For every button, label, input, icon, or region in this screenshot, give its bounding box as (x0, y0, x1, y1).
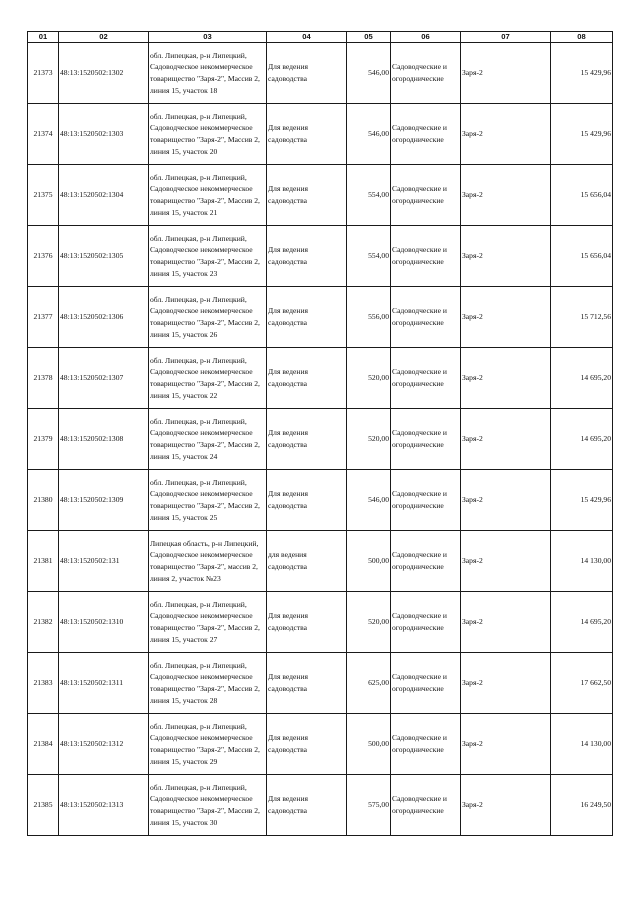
purpose-cell: для ведения садоводства (267, 531, 347, 592)
purpose-cell: Для ведения садоводства (267, 104, 347, 165)
cadastral-value-cell: 15 429,96 (551, 104, 613, 165)
category-cell: Садоводческие и огороднические (391, 165, 461, 226)
cadastral-value-cell: 14 130,00 (551, 531, 613, 592)
area-cell: 546,00 (347, 104, 391, 165)
table-header (28, 32, 613, 43)
table-row (28, 653, 613, 714)
row-number-cell: 21373 (28, 43, 59, 104)
settlement-name-cell: Заря-2 (461, 104, 551, 165)
cadastral-value-cell: 15 429,96 (551, 43, 613, 104)
table-row (28, 409, 613, 470)
category-cell: Садоводческие и огороднические (391, 43, 461, 104)
header-row (28, 32, 613, 43)
purpose-cell: Для ведения садоводства (267, 592, 347, 653)
cadastral-number-cell: 48:13:1520502:1313 (59, 775, 149, 836)
purpose-cell: Для ведения садоводства (267, 226, 347, 287)
area-cell: 520,00 (347, 348, 391, 409)
settlement-name-cell: Заря-2 (461, 470, 551, 531)
purpose-cell: Для ведения садоводства (267, 653, 347, 714)
purpose-cell: Для ведения садоводства (267, 470, 347, 531)
row-number-cell: 21383 (28, 653, 59, 714)
table-row (28, 165, 613, 226)
column-header-01: 01 (28, 32, 59, 43)
settlement-name-cell: Заря-2 (461, 592, 551, 653)
address-cell: обл. Липецкая, р-н Липецкий, Садоводческое некоммерческое товарищество "Заря-2", Массив 2, линия 15, участок 21 (149, 165, 267, 226)
settlement-name-cell: Заря-2 (461, 409, 551, 470)
cadastral-value-cell: 15 429,96 (551, 470, 613, 531)
address-cell: обл. Липецкая, р-н Липецкий, Садоводческое некоммерческое товарищество "Заря-2", Массив 2, линия 15, участок 23 (149, 226, 267, 287)
area-cell: 500,00 (347, 714, 391, 775)
address-cell: Липецкая область, р-н Липецкий, Садоводческое некоммерческое товарищество "Заря-2", массив 2, линия 2, участок №23 (149, 531, 267, 592)
column-header-05: 05 (347, 32, 391, 43)
cadastral-value-cell: 14 695,20 (551, 409, 613, 470)
address-cell: обл. Липецкая, р-н Липецкий, Садоводческое некоммерческое товарищество "Заря-2", Массив 2, линия 15, участок 27 (149, 592, 267, 653)
row-number-cell: 21384 (28, 714, 59, 775)
cadastral-number-cell: 48:13:1520502:1302 (59, 43, 149, 104)
cadastral-number-cell: 48:13:1520502:1307 (59, 348, 149, 409)
settlement-name-cell: Заря-2 (461, 653, 551, 714)
cadastral-number-cell: 48:13:1520502:1310 (59, 592, 149, 653)
address-cell: обл. Липецкая, р-н Липецкий, Садоводческое некоммерческое товарищество "Заря-2", Массив 2, линия 15, участок 18 (149, 43, 267, 104)
category-cell: Садоводческие и огороднические (391, 348, 461, 409)
area-cell: 520,00 (347, 409, 391, 470)
row-number-cell: 21381 (28, 531, 59, 592)
address-cell: обл. Липецкая, р-н Липецкий, Садоводческое некоммерческое товарищество "Заря-2", Массив 2, линия 15, участок 22 (149, 348, 267, 409)
area-cell: 554,00 (347, 226, 391, 287)
row-number-cell: 21375 (28, 165, 59, 226)
column-header-07: 07 (461, 32, 551, 43)
column-header-02: 02 (59, 32, 149, 43)
area-cell: 520,00 (347, 592, 391, 653)
document-page (27, 31, 612, 836)
table-row (28, 714, 613, 775)
purpose-cell: Для ведения садоводства (267, 287, 347, 348)
purpose-cell: Для ведения садоводства (267, 165, 347, 226)
settlement-name-cell: Заря-2 (461, 531, 551, 592)
row-number-cell: 21385 (28, 775, 59, 836)
column-header-03: 03 (149, 32, 267, 43)
area-cell: 546,00 (347, 43, 391, 104)
cadastral-value-cell: 15 656,04 (551, 165, 613, 226)
settlement-name-cell: Заря-2 (461, 226, 551, 287)
table-row (28, 592, 613, 653)
address-cell: обл. Липецкая, р-н Липецкий, Садоводческое некоммерческое товарищество "Заря-2", Массив 2, линия 15, участок 26 (149, 287, 267, 348)
column-header-06: 06 (391, 32, 461, 43)
row-number-cell: 21382 (28, 592, 59, 653)
category-cell: Садоводческие и огороднические (391, 714, 461, 775)
address-cell: обл. Липецкая, р-н Липецкий, Садоводческое некоммерческое товарищество "Заря-2", Массив 2, линия 15, участок 28 (149, 653, 267, 714)
settlement-name-cell: Заря-2 (461, 714, 551, 775)
cadastral-value-cell: 15 712,56 (551, 287, 613, 348)
row-number-cell: 21374 (28, 104, 59, 165)
table-row (28, 104, 613, 165)
area-cell: 556,00 (347, 287, 391, 348)
row-number-cell: 21379 (28, 409, 59, 470)
cadastral-number-cell: 48:13:1520502:131 (59, 531, 149, 592)
table-row (28, 43, 613, 104)
category-cell: Садоводческие и огороднические (391, 531, 461, 592)
settlement-name-cell: Заря-2 (461, 43, 551, 104)
row-number-cell: 21377 (28, 287, 59, 348)
settlement-name-cell: Заря-2 (461, 348, 551, 409)
address-cell: обл. Липецкая, р-н Липецкий, Садоводческое некоммерческое товарищество "Заря-2", Массив 2, линия 15, участок 29 (149, 714, 267, 775)
category-cell: Садоводческие и огороднические (391, 104, 461, 165)
purpose-cell: Для ведения садоводства (267, 348, 347, 409)
cadastral-value-cell: 14 130,00 (551, 714, 613, 775)
cadastral-number-cell: 48:13:1520502:1305 (59, 226, 149, 287)
table-row (28, 775, 613, 836)
address-cell: обл. Липецкая, р-н Липецкий, Садоводческое некоммерческое товарищество "Заря-2", Массив 2, линия 15, участок 24 (149, 409, 267, 470)
cadastral-number-cell: 48:13:1520502:1311 (59, 653, 149, 714)
area-cell: 625,00 (347, 653, 391, 714)
area-cell: 546,00 (347, 470, 391, 531)
cadastral-value-cell: 14 695,20 (551, 592, 613, 653)
area-cell: 500,00 (347, 531, 391, 592)
row-number-cell: 21376 (28, 226, 59, 287)
category-cell: Садоводческие и огороднические (391, 287, 461, 348)
category-cell: Садоводческие и огороднические (391, 226, 461, 287)
category-cell: Садоводческие и огороднические (391, 592, 461, 653)
cadastral-number-cell: 48:13:1520502:1303 (59, 104, 149, 165)
category-cell: Садоводческие и огороднические (391, 470, 461, 531)
area-cell: 575,00 (347, 775, 391, 836)
cadastral-number-cell: 48:13:1520502:1306 (59, 287, 149, 348)
column-header-08: 08 (551, 32, 613, 43)
purpose-cell: Для ведения садоводства (267, 43, 347, 104)
purpose-cell: Для ведения садоводства (267, 714, 347, 775)
table-row (28, 287, 613, 348)
purpose-cell: Для ведения садоводства (267, 409, 347, 470)
area-cell: 554,00 (347, 165, 391, 226)
row-number-cell: 21380 (28, 470, 59, 531)
category-cell: Садоводческие и огороднические (391, 775, 461, 836)
address-cell: обл. Липецкая, р-н Липецкий, Садоводческое некоммерческое товарищество "Заря-2", Массив 2, линия 15, участок 30 (149, 775, 267, 836)
cadastral-value-cell: 14 695,20 (551, 348, 613, 409)
settlement-name-cell: Заря-2 (461, 287, 551, 348)
land-plots-table (27, 31, 613, 836)
cadastral-value-cell: 17 662,50 (551, 653, 613, 714)
cadastral-number-cell: 48:13:1520502:1308 (59, 409, 149, 470)
row-number-cell: 21378 (28, 348, 59, 409)
cadastral-number-cell: 48:13:1520502:1309 (59, 470, 149, 531)
table-row (28, 470, 613, 531)
address-cell: обл. Липецкая, р-н Липецкий, Садоводческое некоммерческое товарищество "Заря-2", Массив 2, линия 15, участок 25 (149, 470, 267, 531)
cadastral-number-cell: 48:13:1520502:1304 (59, 165, 149, 226)
category-cell: Садоводческие и огороднические (391, 409, 461, 470)
table-row (28, 348, 613, 409)
table-row (28, 531, 613, 592)
category-cell: Садоводческие и огороднические (391, 653, 461, 714)
table-body (28, 43, 613, 836)
settlement-name-cell: Заря-2 (461, 165, 551, 226)
cadastral-value-cell: 15 656,04 (551, 226, 613, 287)
cadastral-value-cell: 16 249,50 (551, 775, 613, 836)
cadastral-number-cell: 48:13:1520502:1312 (59, 714, 149, 775)
address-cell: обл. Липецкая, р-н Липецкий, Садоводческое некоммерческое товарищество "Заря-2", Массив 2, линия 15, участок 20 (149, 104, 267, 165)
column-header-04: 04 (267, 32, 347, 43)
table-row (28, 226, 613, 287)
settlement-name-cell: Заря-2 (461, 775, 551, 836)
purpose-cell: Для ведения садоводства (267, 775, 347, 836)
